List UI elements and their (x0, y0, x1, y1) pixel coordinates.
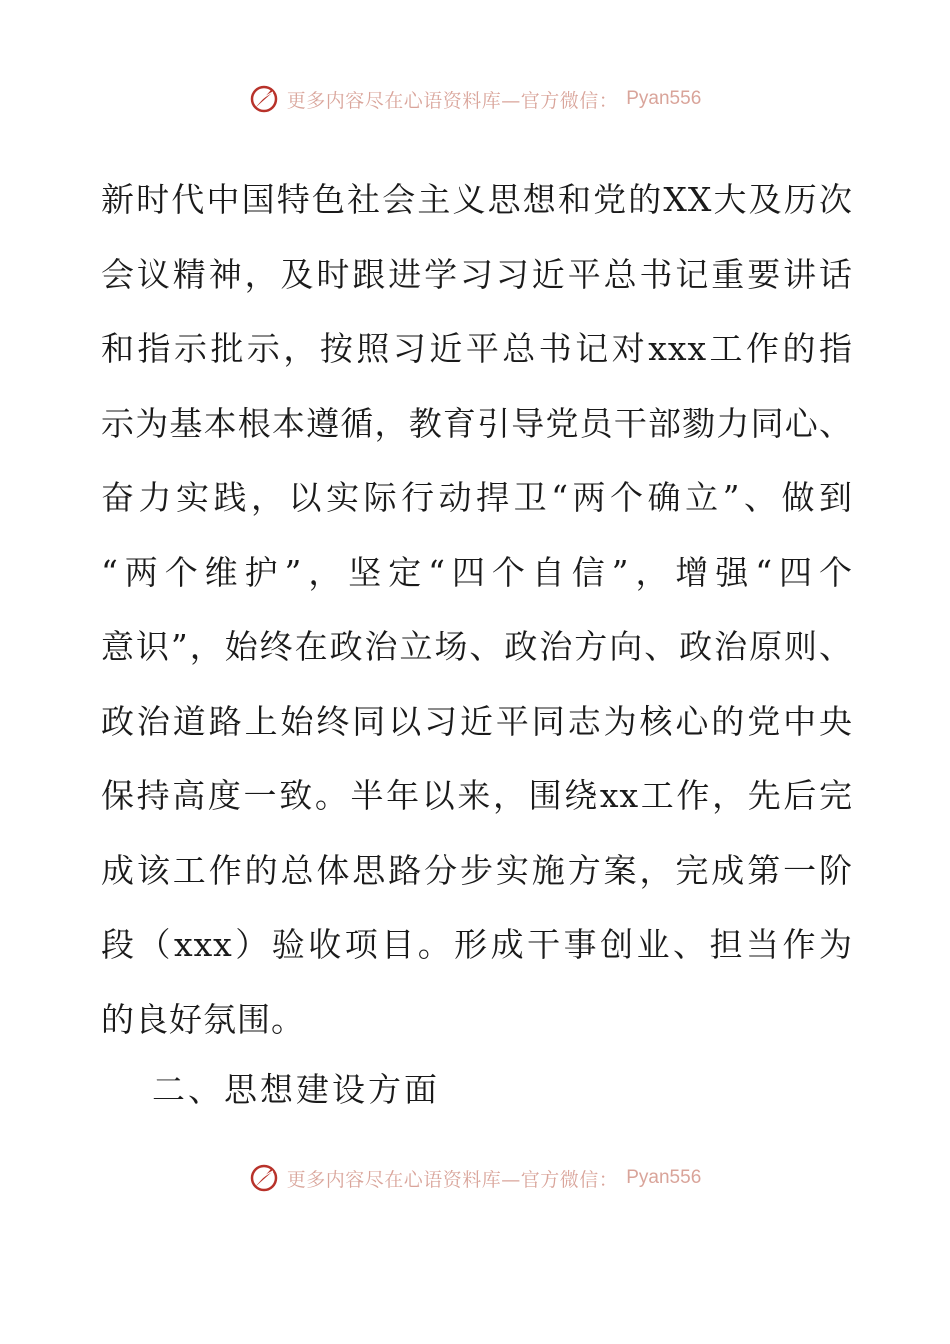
paragraph-line: 成该工作的总体思路分步实施方案，完成第一阶 (101, 850, 853, 890)
paragraph-line: 示为基本根本遵循，教育引导党员干部勠力同心、 (101, 403, 853, 443)
watermark-text: 更多内容尽在心语资料库—官方微信： (286, 1168, 619, 1191)
wechat-id: Pyan556 (626, 1167, 702, 1188)
header-watermark-banner (0, 84, 950, 114)
paragraph-line: 会议精神，及时跟进学习习近平总书记重要讲话 (101, 254, 853, 294)
quill-logo-icon (249, 84, 279, 114)
paragraph-line: 新时代中国特色社会主义思想和党的XX大及历次 (101, 180, 853, 219)
wechat-id: Pyan556 (626, 88, 702, 109)
quill-logo-icon (249, 1163, 279, 1193)
paragraph-line: 奋力实践，以实际行动捍卫“两个确立”、做到 (101, 478, 853, 517)
section-heading: 二、思想建设方面 (152, 1070, 440, 1109)
footer-watermark-banner (0, 1163, 950, 1193)
watermark-text: 更多内容尽在心语资料库—官方微信： (286, 89, 619, 112)
paragraph-line: 段（xxx）验收项目。形成干事创业、担当作为 (101, 925, 853, 964)
paragraph-line: 政治道路上始终同以习近平同志为核心的党中央 (101, 701, 853, 741)
paragraph-line: 保持高度一致。半年以来，围绕xx工作，先后完 (101, 776, 853, 815)
body-paragraph (101, 170, 853, 1064)
paragraph-line: 的良好氛围。 (101, 999, 305, 1039)
paragraph-line: “两个维护”，坚定“四个自信”，增强“四个 (101, 552, 853, 592)
paragraph-line: 意识”，始终在政治立场、政治方向、政治原则、 (101, 627, 853, 666)
paragraph-line: 和指示批示，按照习近平总书记对xxx工作的指 (101, 329, 853, 368)
